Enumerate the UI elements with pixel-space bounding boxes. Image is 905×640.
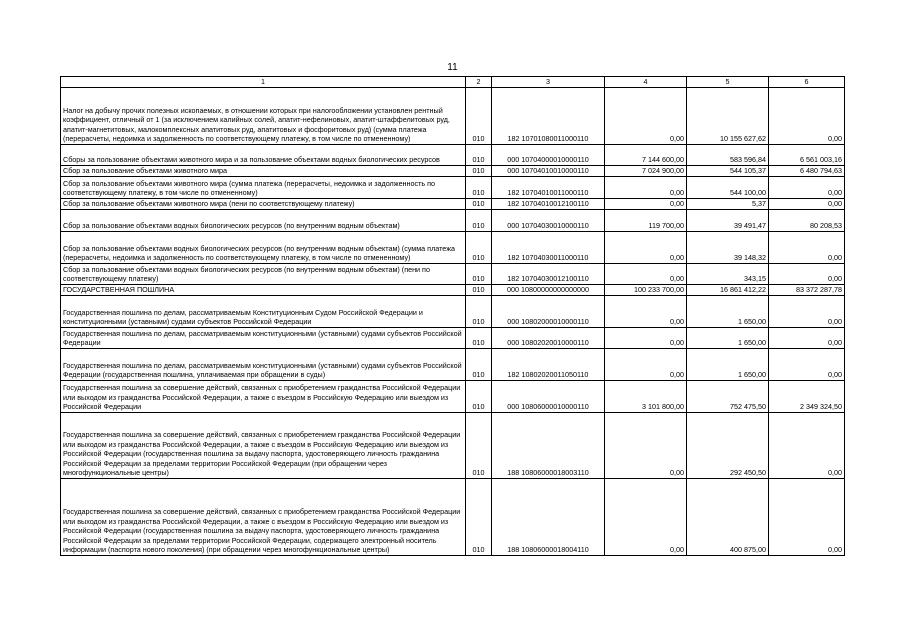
row-name-cell: Государственная пошлина за совершение действий, связанных с приобретением гражданства Российской Федерации или выходом из гражданства Российской Федерации, а также с въездом в Российскую Федерацию или выездом из Российской Федерации (государственная пошлина за выдачу паспорта, удостоверяющего личность гражданина Российской Федерации за пределами территории Российской Федерации, содержащего электронный носитель информации (паспорта нового поколения) (при обращении через многофункциональные центры) [61,479,466,556]
row-approved-cell: 0,00 [605,177,687,199]
row-name-cell: Государственная пошлина по делам, рассматриваемым конституционными (уставными) судами субъектов Российской Федерации [61,328,466,349]
row-executed-cell: 10 155 627,62 [687,88,769,145]
row-line-code-cell: 010 [466,166,492,177]
row-approved-cell: 0,00 [605,479,687,556]
page-number: 11 [447,62,458,73]
row-unexecuted-cell: 0,00 [769,177,845,199]
row-executed-cell: 39 491,47 [687,210,769,232]
row-budget-code-cell: 182 10704010011000110 [492,177,605,199]
header-row [61,77,845,88]
row-executed-cell: 343,15 [687,264,769,285]
row-executed-cell: 39 148,32 [687,232,769,264]
row-name-cell: Сбор за пользование объектами животного мира (пени по соответствующему платежу) [61,199,466,210]
row-unexecuted-cell: 83 372 287,78 [769,285,845,296]
row-executed-cell: 292 450,50 [687,413,769,479]
row-budget-code-cell: 000 10806000010000110 [492,381,605,413]
row-line-code-cell: 010 [466,88,492,145]
row-budget-code-cell: 182 10802020011050110 [492,349,605,381]
row-unexecuted-cell: 0,00 [769,349,845,381]
row-name-cell: Сборы за пользование объектами животного мира и за пользование объектами водных биологических ресурсов [61,145,466,166]
row-budget-code-cell: 000 10704000010000110 [492,145,605,166]
table-row [61,232,845,264]
header-col-2: 2 [466,77,492,88]
row-budget-code-cell: 000 10800000000000000 [492,285,605,296]
row-unexecuted-cell: 6 480 794,63 [769,166,845,177]
row-budget-code-cell: 188 10806000018003110 [492,413,605,479]
row-unexecuted-cell: 0,00 [769,199,845,210]
row-budget-code-cell: 182 10704030012100110 [492,264,605,285]
row-budget-code-cell: 182 10704010012100110 [492,199,605,210]
row-approved-cell: 3 101 800,00 [605,381,687,413]
row-executed-cell: 752 475,50 [687,381,769,413]
row-unexecuted-cell: 0,00 [769,413,845,479]
table-row [61,328,845,349]
row-name-cell: Сбор за пользование объектами водных биологических ресурсов (по внутренним водным объектам) (сумма платежа (перерасчеты, недоимка и задолженность по соответствующему платежу, в том числе по отмененному) [61,232,466,264]
row-name-cell: Государственная пошлина за совершение действий, связанных с приобретением гражданства Российской Федерации или выходом из гражданства Российской Федерации, а также с въездом в Российскую Федерацию или выездом из Российской Федерации [61,381,466,413]
row-name-cell: Сбор за пользование объектами водных биологических ресурсов (по внутренним водным объектам) (пени по соответствующему платежу) [61,264,466,285]
table-row [61,381,845,413]
row-approved-cell: 0,00 [605,296,687,328]
table-row [61,166,845,177]
row-name-cell: Сбор за пользование объектами водных биологических ресурсов (по внутренним водным объектам) [61,210,466,232]
row-executed-cell: 400 875,00 [687,479,769,556]
row-unexecuted-cell: 0,00 [769,232,845,264]
row-budget-code-cell: 182 10704030011000110 [492,232,605,264]
row-approved-cell: 0,00 [605,328,687,349]
row-executed-cell: 544 105,37 [687,166,769,177]
row-budget-code-cell: 000 10704010010000110 [492,166,605,177]
row-unexecuted-cell: 2 349 324,50 [769,381,845,413]
row-line-code-cell: 010 [466,413,492,479]
header-col-3: 3 [492,77,605,88]
row-budget-code-cell: 000 10802000010000110 [492,296,605,328]
row-name-cell: ГОСУДАРСТВЕННАЯ ПОШЛИНА [61,285,466,296]
row-unexecuted-cell: 0,00 [769,479,845,556]
row-line-code-cell: 010 [466,264,492,285]
row-executed-cell: 1 650,00 [687,349,769,381]
row-unexecuted-cell: 0,00 [769,88,845,145]
table-row [61,199,845,210]
row-executed-cell: 583 596,84 [687,145,769,166]
table-row [61,413,845,479]
row-name-cell: Государственная пошлина по делам, рассматриваемым конституционными (уставными) судами субъектов Российской Федерации (государственная пошлина, уплачиваемая при обращении в суды) [61,349,466,381]
row-line-code-cell: 010 [466,328,492,349]
row-executed-cell: 1 650,00 [687,328,769,349]
revenue-table [60,76,845,556]
row-budget-code-cell: 000 10802020010000110 [492,328,605,349]
row-unexecuted-cell: 6 561 003,16 [769,145,845,166]
table-row [61,177,845,199]
row-approved-cell: 0,00 [605,232,687,264]
row-line-code-cell: 010 [466,296,492,328]
row-line-code-cell: 010 [466,210,492,232]
row-line-code-cell: 010 [466,285,492,296]
row-budget-code-cell: 182 10701080011000110 [492,88,605,145]
row-unexecuted-cell: 0,00 [769,328,845,349]
row-line-code-cell: 010 [466,232,492,264]
row-name-cell: Сбор за пользование объектами животного мира [61,166,466,177]
row-approved-cell: 0,00 [605,413,687,479]
table-row [61,88,845,145]
header-col-1: 1 [61,77,466,88]
header-col-4: 4 [605,77,687,88]
row-approved-cell: 0,00 [605,88,687,145]
table-row [61,479,845,556]
table-row [61,145,845,166]
table-body [61,88,845,556]
row-executed-cell: 16 861 412,22 [687,285,769,296]
row-name-cell: Государственная пошлина за совершение действий, связанных с приобретением гражданства Российской Федерации или выходом из гражданства Российской Федерации, а также с въездом в Российскую Федерацию или выездом из Российской Федерации (государственная пошлина за выдачу паспорта, удостоверяющего личность гражданина Российской Федерации за пределами территории Российской Федерации (при обращении через многофункциональные центры) [61,413,466,479]
table-row [61,264,845,285]
row-approved-cell: 0,00 [605,349,687,381]
row-line-code-cell: 010 [466,479,492,556]
row-budget-code-cell: 000 10704030010000110 [492,210,605,232]
row-approved-cell: 100 233 700,00 [605,285,687,296]
row-approved-cell: 119 700,00 [605,210,687,232]
row-budget-code-cell: 188 10806000018004110 [492,479,605,556]
header-col-6: 6 [769,77,845,88]
row-line-code-cell: 010 [466,349,492,381]
row-approved-cell: 0,00 [605,199,687,210]
table-row [61,285,845,296]
table-row [61,349,845,381]
table-row [61,296,845,328]
row-approved-cell: 0,00 [605,264,687,285]
row-executed-cell: 5,37 [687,199,769,210]
row-executed-cell: 544 100,00 [687,177,769,199]
table-row [61,210,845,232]
row-approved-cell: 7 144 600,00 [605,145,687,166]
row-unexecuted-cell: 0,00 [769,296,845,328]
row-line-code-cell: 010 [466,199,492,210]
row-name-cell: Сбор за пользование объектами животного мира (сумма платежа (перерасчеты, недоимка и задолженность по соответствующему платежу, в том числе по отмененному) [61,177,466,199]
row-unexecuted-cell: 80 208,53 [769,210,845,232]
row-approved-cell: 7 024 900,00 [605,166,687,177]
row-line-code-cell: 010 [466,381,492,413]
row-name-cell: Налог на добычу прочих полезных ископаемых, в отношении которых при налогообложении установлен рентный коэффициент, отличный от 1 (за исключением калийных солей, апатит-нефелиновых, апатит-штаффелитовых руд, апатит-магнетитовых, малокомплексных апатитовых руд, апатитовых и фосфоритовых руд) (сумма платежа (перерасчеты, недоимка и задолженность по соответствующему платежу, в том числе по отмененному) [61,88,466,145]
header-col-5: 5 [687,77,769,88]
row-line-code-cell: 010 [466,145,492,166]
row-name-cell: Государственная пошлина по делам, рассматриваемым Конституционным Судом Российской Федерации и конституционными (уставными) судами субъектов Российской Федерации [61,296,466,328]
row-unexecuted-cell: 0,00 [769,264,845,285]
row-line-code-cell: 010 [466,177,492,199]
row-executed-cell: 1 650,00 [687,296,769,328]
